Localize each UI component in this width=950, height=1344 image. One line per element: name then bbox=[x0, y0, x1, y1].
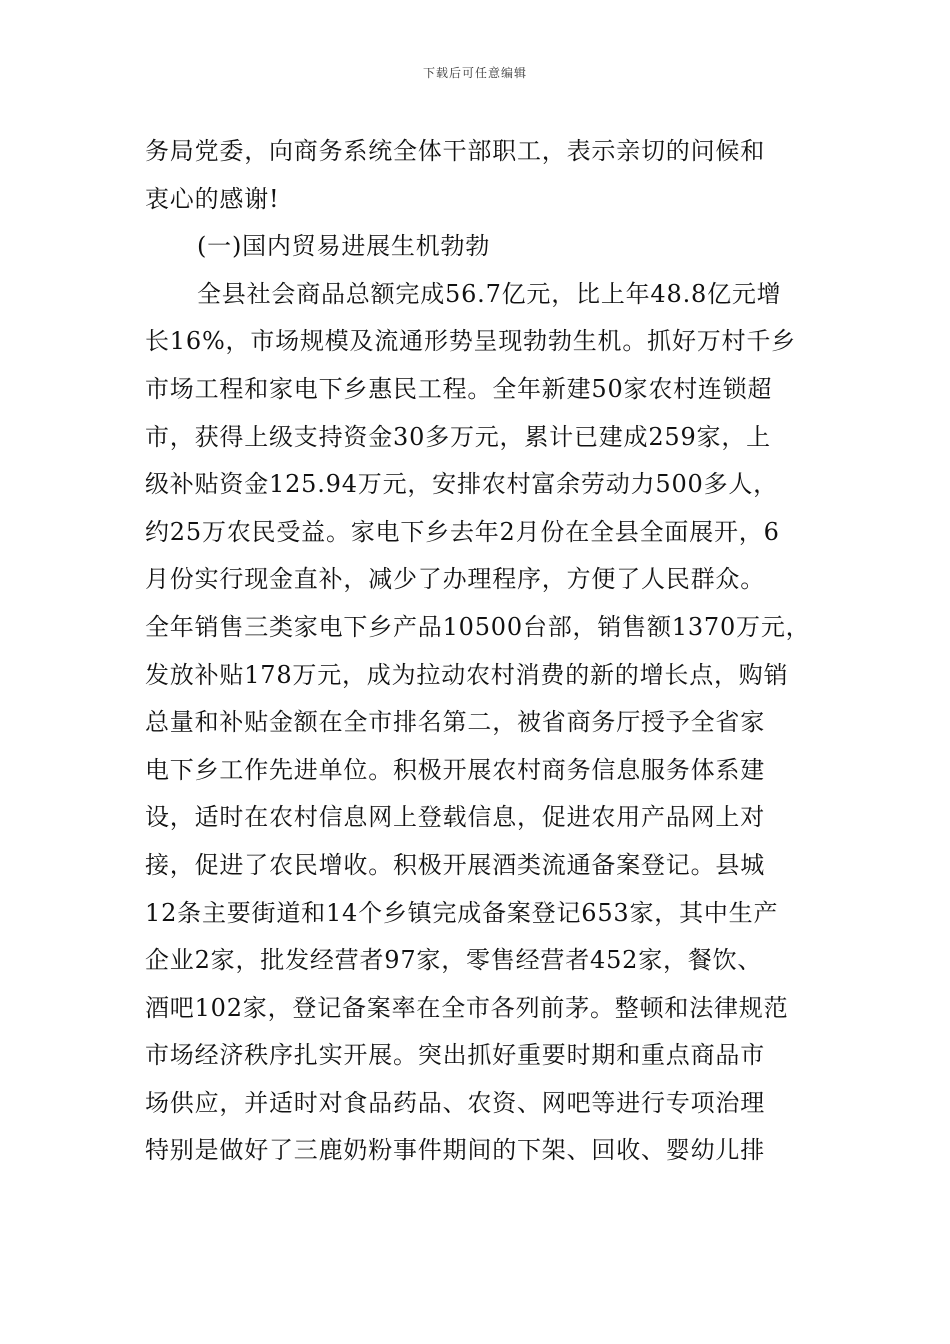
text-line: 电下乡工作先进单位。积极开展农村商务信息服务体系建 bbox=[145, 755, 765, 784]
text-line: 务局党委，向商务系统全体干部职工，表示亲切的问候和 bbox=[145, 137, 765, 165]
text-line: 月份实行现金直补，减少了办理程序，方便了人民群众。 bbox=[145, 565, 765, 594]
text-line: 发放补贴178万元，成为拉动农村消费的新的增长点，购销 bbox=[145, 660, 789, 689]
text-line: 特别是做好了三鹿奶粉事件期间的下架、回收、婴幼儿排 bbox=[145, 1136, 765, 1165]
text-line: 接，促进了农民增收。积极开展酒类流通备案登记。县城 bbox=[145, 850, 765, 879]
text-line: 衷心的感谢! bbox=[145, 184, 280, 213]
text-line: 总量和补贴金额在全市排名第二，被省商务厅授予全省家 bbox=[145, 708, 765, 737]
text-line: 市，获得上级支持资金30多万元，累计已建成259家，上 bbox=[145, 422, 771, 451]
text-line: 全年销售三类家电下乡产品10500台部，销售额1370万元， bbox=[145, 612, 811, 641]
text-line: 12条主要街道和14个乡镇完成备案登记653家，其中生产 bbox=[145, 898, 779, 927]
text-line: 约25万农民受益。家电下乡去年2月份在全县全面展开，6 bbox=[145, 517, 780, 546]
text-line: 市场工程和家电下乡惠民工程。全年新建50家农村连锁超 bbox=[145, 374, 773, 403]
text-line: 长16%，市场规模及流通形势呈现勃勃生机。抓好万村千乡 bbox=[145, 327, 796, 356]
text-line: 企业2家，批发经营者97家，零售经营者452家，餐饮、 bbox=[145, 946, 763, 975]
text-line: 酒吧102家，登记备案率在全市各列前茅。整顿和法律规范 bbox=[145, 993, 789, 1022]
text-line: 设，适时在农村信息网上登载信息，促进农用产品网上对 bbox=[145, 803, 765, 832]
text-line: 市场经济秩序扎实开展。突出抓好重要时期和重点商品市 bbox=[145, 1041, 765, 1070]
document-body bbox=[145, 128, 820, 1175]
text-line: 级补贴资金125.94万元，安排农村富余劳动力500多人， bbox=[145, 470, 778, 499]
section-heading: (一)国内贸易进展生机勃勃 bbox=[197, 232, 491, 261]
header-note: 下载后可任意编辑 bbox=[422, 66, 527, 80]
text-line: 场供应，并适时对食品药品、农资、网吧等进行专项治理 bbox=[145, 1088, 765, 1117]
paragraph-start-line: 全县社会商品总额完成56.7亿元，比上年48.8亿元增 bbox=[197, 279, 782, 308]
